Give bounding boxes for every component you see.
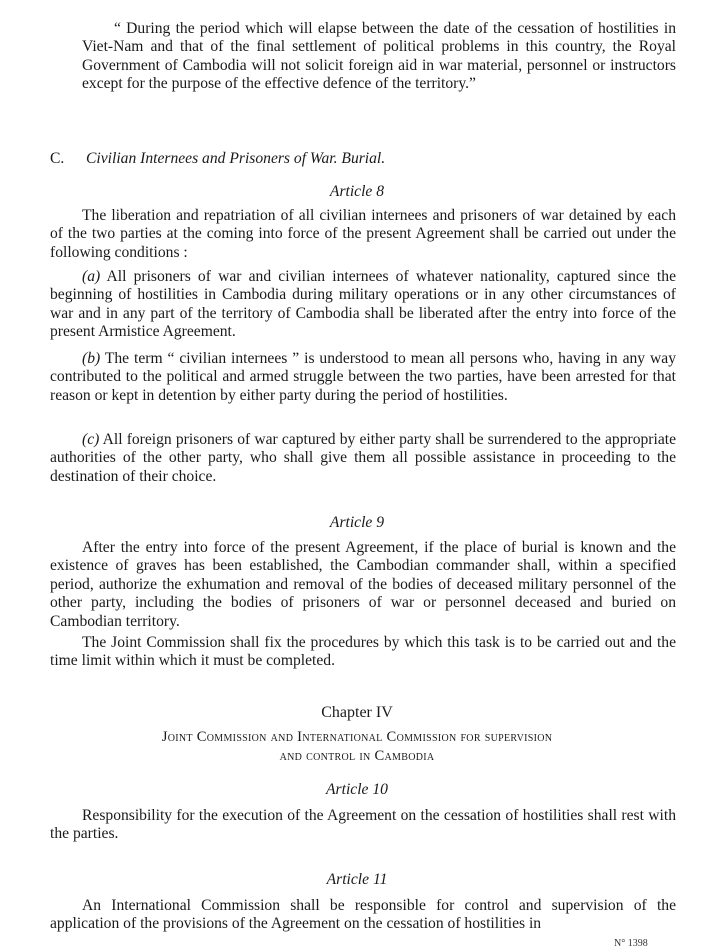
page-footer-number: N° 1398	[614, 938, 648, 949]
item-label: (a)	[82, 268, 101, 285]
article-8-item-b	[50, 350, 676, 405]
section-letter: C.	[50, 150, 65, 167]
chapter-heading: Chapter IV	[321, 704, 393, 721]
item-text: All foreign prisoners of war captured by either party shall be surrendered to the appropriate authorities of the other party, who shall give them all possible assistance in proceeding to the destination of their choice.	[50, 431, 676, 485]
item-text: All prisoners of war and civilian internees of whatever nationality, captured since the beginning of hostilities in Cambodia during military operations or in any other circumstances of war and in any part of the territory of Cambodia shall be liberated after the entry into force of the present Armistice Agreement.	[50, 268, 676, 341]
article-11-text: An International Commission shall be responsible for control and supervision of the application of the provisions of the Agreement on the cessation of hostilities in	[50, 897, 676, 933]
article-8-item-a	[50, 268, 676, 342]
article-8-intro: The liberation and repatriation of all civilian internees and prisoners of war detained by each of the two parties at the coming into force of the present Agreement shall be carried out under the following conditions :	[50, 207, 676, 261]
article-8-item-c	[50, 431, 676, 486]
article-10-text: Responsibility for the execution of the Agreement on the cessation of hostilities shall rest with the parties.	[50, 807, 676, 843]
article-9-heading: Article 9	[329, 514, 385, 531]
chapter-subtitle-line-2: and control in Cambodia	[279, 748, 435, 764]
section-title: Civilian Internees and Prisoners of War. Burial.	[86, 150, 386, 167]
article-9-paragraph-2: The Joint Commission shall fix the procedures by which this task is to be carried out and the time limit within which it must be completed.	[50, 634, 676, 670]
quoted-paragraph: “ During the period which will elapse between the date of the cessation of hostilities in Viet-Nam and that of the final settlement of political problems in this country, the Royal Government of Cambodia will not solicit foreign aid in war material, personnel or instructors except for the purpose of the effective defence of the territory.”	[82, 20, 676, 93]
article-8-heading: Article 8	[329, 183, 385, 200]
article-9-paragraph-1: After the entry into force of the present Agreement, if the place of burial is known and the existence of graves has been established, the Cambodian commander shall, within a specified period, authorize the exhumation and removal of the bodies of deceased military personnel of the other party, including the bodies of prisoners of war or personnel deceased and buried on Cambodian territory.	[50, 539, 676, 630]
article-11-heading: Article 11	[326, 871, 388, 888]
item-text: The term “ civilian internees ” is understood to mean all persons who, having in any way contributed to the political and armed struggle between the two parties, have been arrested for that reason or kept in detention by either party during the period of hostilities.	[50, 350, 676, 404]
item-label: (b)	[82, 350, 101, 367]
article-10-heading: Article 10	[326, 781, 388, 798]
item-label: (c)	[82, 431, 100, 448]
chapter-subtitle-line-1: Joint Commission and International Commission for supervision	[161, 729, 553, 745]
